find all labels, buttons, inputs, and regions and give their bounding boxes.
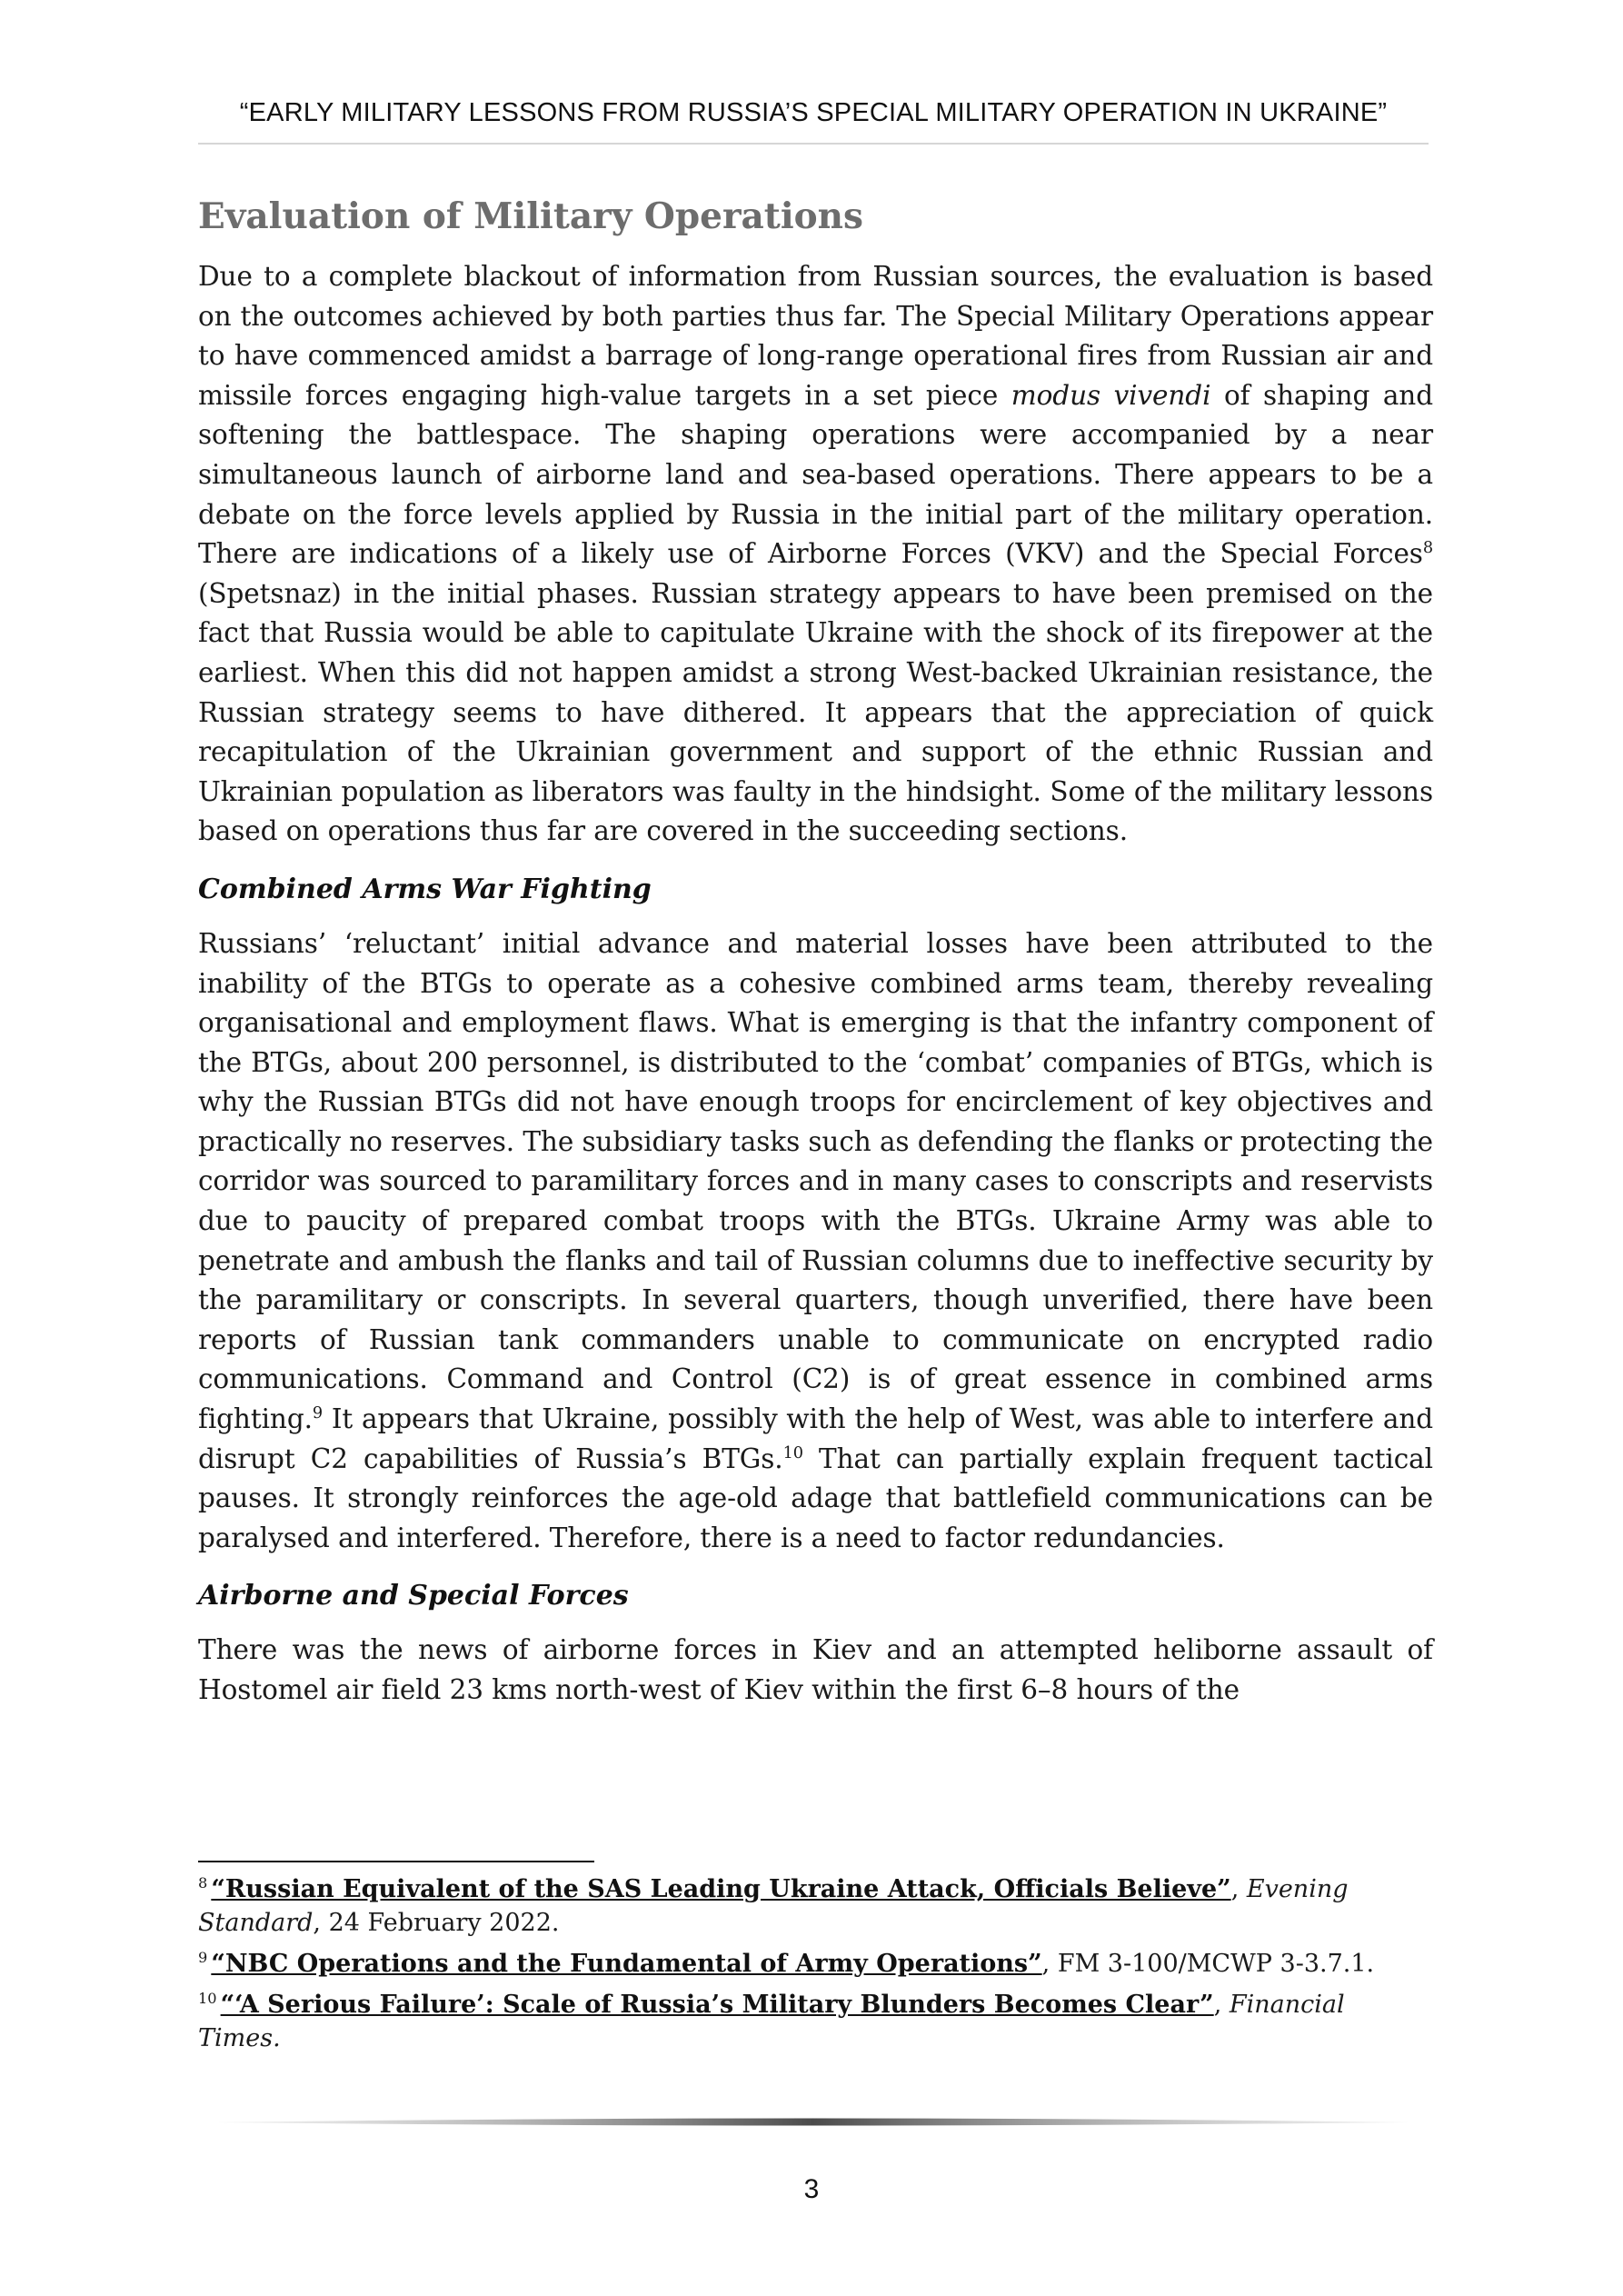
paragraph-text: Due to a complete blackout of information from Russian sources, the evaluation is based on the outcomes achieved by both parties thus far. The Special Military Operations appear to have commenced amidst a barrage of long-range operational fires from Russian air and missile forces engaging high-value targets in a set piece [198,261,1433,411]
footnote-detail: , 24 February 2022. [313,1909,560,1937]
footnote-number: 10 [198,1990,217,2007]
footnote-sep: , [1041,1950,1058,1978]
subheading-airborne: Airborne and Special Forces [198,1580,629,1612]
footnote-sep: , [1213,1991,1230,2019]
footnote-separator [198,1861,594,1862]
italic-phrase: modus vivendi [1011,379,1211,411]
page-body [198,189,1433,1711]
body-paragraph-combined-arms [198,924,1433,1559]
footnote-number: 8 [198,1874,208,1892]
footnote-ref-9[interactable]: 9 [312,1404,324,1423]
paragraph-text: of shaping and softening the battlespace. The shaping operations were accompanied by a near simultaneous launch of airborne land and sea-based operations. There appears to be a debate on the force levels applied by Russia in the initial part of the military operation. There are indications of a likely use of Airborne Forces (VKV) and the Special Forces [198,379,1433,570]
paragraph-text: It appears that Ukraine, possibly with the help of West, was able to interfere and disrupt C2 capabilities of Russia’s BTGs. [198,1403,1433,1474]
footnote-ref-10[interactable]: 10 [782,1443,803,1462]
section-heading: Evaluation of Military Operations [198,195,863,237]
header-divider [198,143,1429,145]
footnote-sep: , [1230,1875,1247,1903]
running-header: “EARLY MILITARY LESSONS FROM RUSSIA’S SPECIAL MILITARY OPERATION IN UKRAINE” [239,98,1388,127]
subheading-combined-arms: Combined Arms War Fighting [198,873,652,905]
footnote-9 [198,1947,1433,1981]
footnote-number: 9 [198,1949,208,1966]
footnotes [198,1872,1433,2062]
footnote-link[interactable]: “Russian Equivalent of the SAS Leading Ukraine Attack, Officials Believe” [211,1875,1231,1903]
footnote-ref-8[interactable]: 8 [1422,539,1433,558]
footnote-detail: FM 3-100/MCWP 3-3.7.1. [1057,1950,1375,1978]
body-paragraph-evaluation [198,257,1433,852]
footnote-source: Evening Standard [198,1875,1349,1937]
footnote-source: Financial Times. [198,1991,1345,2052]
footnote-10 [198,1988,1433,2055]
footer-divider [218,2116,1409,2129]
footnote-link[interactable]: “NBC Operations and the Fundamental of Army Operations” [211,1950,1042,1978]
paragraph-text: Russians’ ‘reluctant’ initial advance and material losses have been attributed to the inability of the BTGs to operate as a cohesive combined arms team, thereby revealing organisational and employment flaws. What is emerging is that the infantry component of the BTGs, about 200 personnel, is distributed to the ‘combat’ companies of BTGs, which is why the Russian BTGs did not have enough troops for encirclement of key objectives and practically no reserves. The subsidiary tasks such as defending the flanks or protecting the corridor was sourced to paramilitary forces and in many cases to conscripts and reservists due to paucity of prepared combat troops with the BTGs. Ukraine Army was able to penetrate and ambush the flanks and tail of Russian columns due to ineffective security by the paramilitary or conscripts. In several quarters, though unverified, there have been reports of Russian tank commanders unable to communicate on encrypted radio communications. Command and Control (C2) is of great essence in combined arms fighting. [198,927,1433,1435]
body-paragraph-airborne: There was the news of airborne forces in Kiev and an attempted heliborne assault of Hostomel air field 23 kms north-west of Kiev within the first 6–8 hours of the [198,1634,1433,1705]
footnote-8 [198,1872,1433,1940]
page-number: 3 [803,2174,820,2204]
paragraph-text: That can partially explain frequent tactical pauses. It strongly reinforces the age-old adage that battlefield communications can be paralysed and interfered. Therefore, there is a need to factor redundancies. [198,1442,1433,1553]
paragraph-text: (Spetsnaz) in the initial phases. Russian strategy appears to have been premised on the fact that Russia would be able to capitulate Ukraine with the shock of its firepower at the earliest. When this did not happen amidst a strong West-backed Ukrainian resistance, the Russian strategy seems to have dithered. It appears that the appreciation of quick recapitulation of the Ukrainian government and support of the ethnic Russian and Ukrainian population as liberators was faulty in the hindsight. Some of the military lessons based on operations thus far are covered in the succeeding sections. [198,577,1433,847]
footnote-link[interactable]: “‘A Serious Failure’: Scale of Russia’s Military Blunders Becomes Clear” [220,1991,1214,2019]
